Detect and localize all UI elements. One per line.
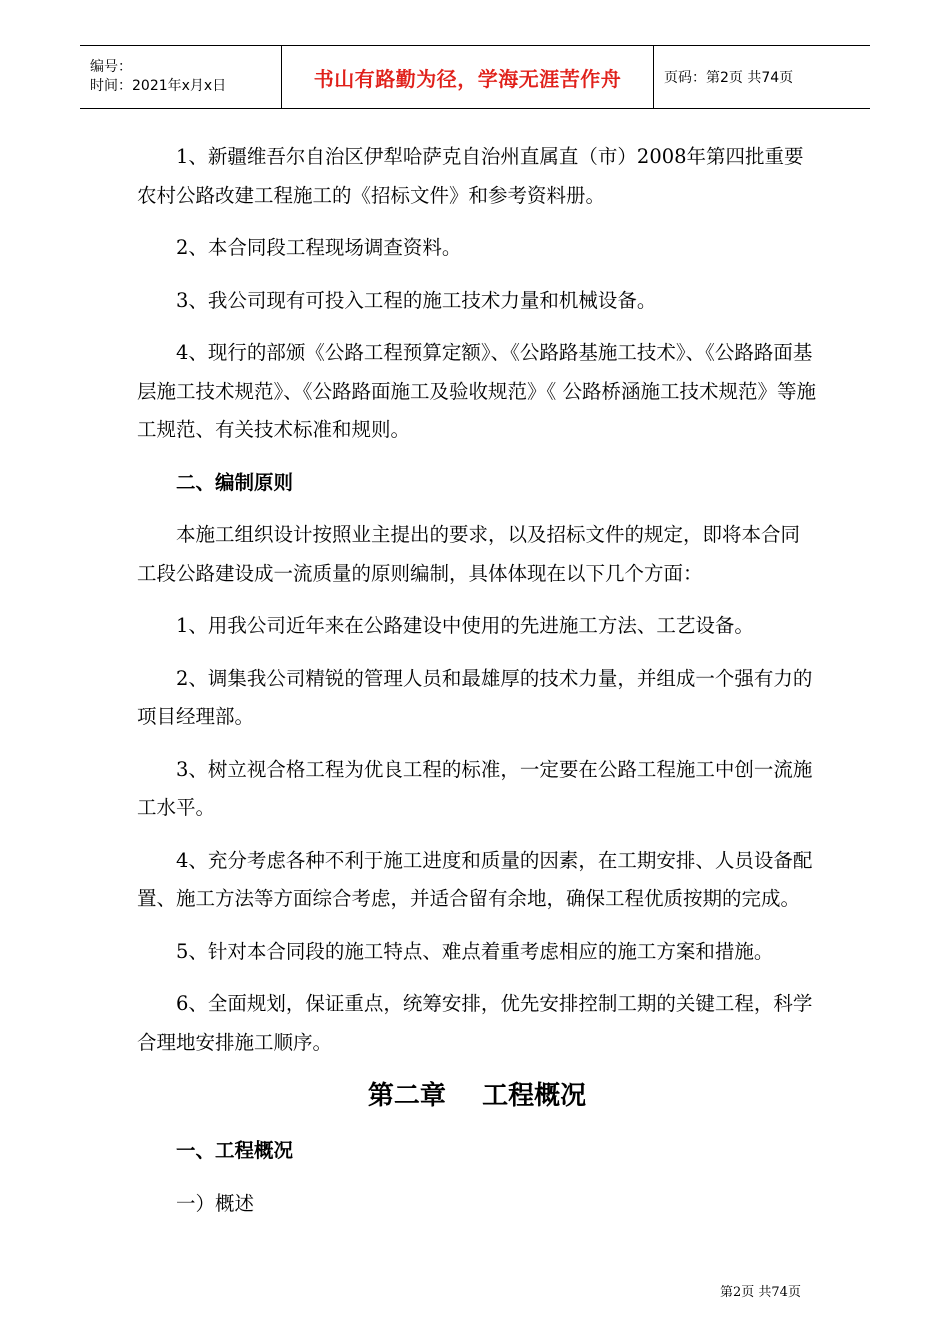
document-date-label: 时间：2021年x月x日 [90, 78, 227, 94]
principle-item-1: 1、用我公司近年来在公路建设中使用的先进施工方法、工艺设备。 [176, 614, 754, 637]
principle-item-6: 6、全面规划，保证重点，统筹安排，优先安排控制工期的关键工程，科学合理地安排施工顺序。 [137, 992, 813, 1054]
page-header [80, 45, 870, 109]
basis-item-4: 4、现行的部颁《公路工程预算定额》、《公路路基施工技术》、《公路路面基层施工技术规范》、《公路路面施工及验收规范》《 公路桥涵施工技术规范》等施工规范、有关技术标准和规则。 [137, 341, 816, 441]
basis-item-2: 2、本合同段工程现场调查资料。 [176, 236, 462, 259]
subsection-heading-summary: 一）概述 [176, 1191, 255, 1215]
header-motto: 书山有路勤为径，学海无涯苦作舟 [282, 46, 654, 108]
section-heading-principles: 二、编制原则 [176, 470, 294, 494]
basis-item-1: 1、新疆维吾尔自治区伊犁哈萨克自治州直属直（市）2008年第四批重要农村公路改建工程施工的《招标文件》和参考资料册。 [137, 145, 804, 207]
header-page-number: 页码：第2页 共74页 [664, 70, 794, 86]
principle-item-2: 2、调集我公司精锐的管理人员和最雄厚的技术力量，并组成一个强有力的项目经理部。 [137, 666, 813, 728]
section-heading-overview: 一、工程概况 [176, 1139, 294, 1162]
principles-intro: 本施工组织设计按照业主提出的要求，以及招标文件的规定，即将本合同工段公路建设成一流质量的原则编制，具体体现在以下几个方面： [137, 523, 801, 585]
page-footer: 第2页 共74页 [720, 1285, 801, 1300]
document-body [137, 138, 817, 1223]
basis-item-3: 3、我公司现有可投入工程的施工技术力量和机械设备。 [176, 288, 657, 312]
principle-item-3: 3、树立视合格工程为优良工程的标准，一定要在公路工程施工中创一流施工水平。 [137, 757, 813, 819]
document-number-label: 编号： [90, 59, 132, 75]
principle-item-4: 4、充分考虑各种不利于施工进度和质量的因素，在工期安排、人员设备配置、施工方法等方面综合考虑，并适合留有余地，确保工程优质按期的完成。 [137, 848, 813, 910]
principle-item-5: 5、针对本合同段的施工特点、难点着重考虑相应的施工方案和措施。 [176, 939, 774, 963]
chapter-title: 第二章 工程概况 [367, 1081, 587, 1111]
header-meta [80, 46, 282, 108]
